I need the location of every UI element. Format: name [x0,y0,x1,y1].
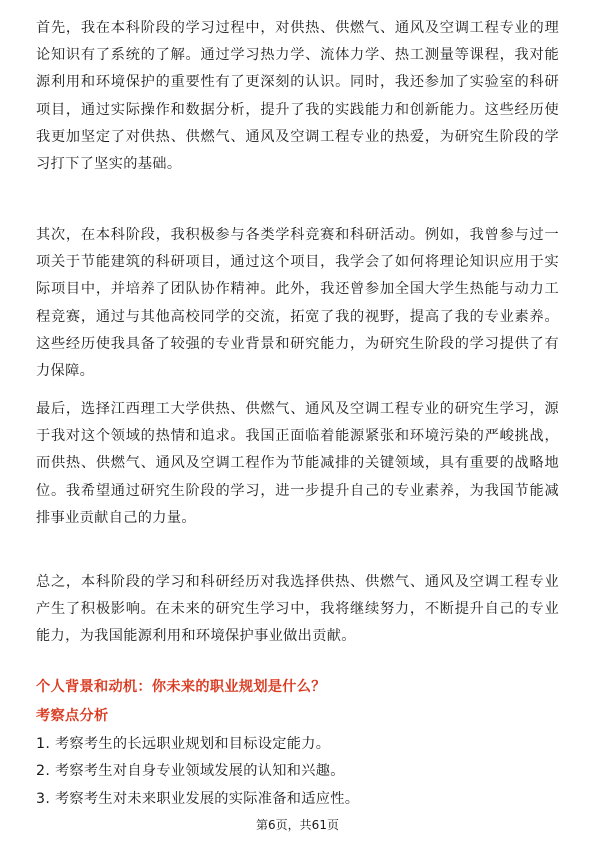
analysis-heading: 考察点分析 [36,708,109,724]
list-item: 2. 考察考生对自身专业领域发展的认知和兴趣。 [36,763,345,780]
paragraph-conclusion: 总之，本科阶段的学习和科研经历对我选择供热、供燃气、通风及空调工程专业产生了积极影响。在未来的研究生学习中，我将继续努力，不断提升自己的专业能力，为我国能源利用和环境保护事业做出贡献。 [36,574,559,645]
paragraph-third: 最后，选择江西理工大学供热、供燃气、通风及空调工程专业的研究生学习，源于我对这个领域的热情和追求。我国正面临着能源紧张和环境污染的严峻挑战，而供热、供燃气、通风及空调工程作为节能减排的关键领域，具有重要的战略地位。我希望通过研究生阶段的学习，进一步提升自己的专业素养，为我国节能减排事业贡献自己的力量。 [36,401,559,526]
question-heading: 个人背景和动机：你未来的职业规划是什么？ [36,679,326,695]
list-item: 3. 考察考生对未来职业发展的实际准备和适应性。 [36,790,360,807]
list-item: 1. 考察考生的长远职业规划和目标设定能力。 [36,736,331,752]
paragraph-second: 其次，在本科阶段，我积极参与各类学科竞赛和科研活动。例如，我曾参与过一项关于节能建筑的科研项目，通过这个项目，我学会了如何将理论知识应用于实际项目中，并培养了团队协作精神。此外，我还曾参加全国大学生热能与动力工程竞赛，通过与其他高校同学的交流，拓宽了我的视野，提高了我的专业素养。这些经历使我具备了较强的专业背景和研究能力，为研究生阶段的学习提供了有力保障。 [36,227,559,380]
page-number-footer: 第6页，共61页 [256,818,339,832]
paragraph-first: 首先，我在本科阶段的学习过程中，对供热、供燃气、通风及空调工程专业的理论知识有了系统的了解。通过学习热力学、流体力学、热工测量等课程，我对能源利用和环境保护的重要性有了更深刻的认识。同时，我还参加了实验室的科研项目，通过实际操作和数据分析，提升了我的实践能力和创新能力。这些经历使我更加坚定了对供热、供燃气、通风及空调工程专业的热爱，为研究生阶段的学习打下了坚实的基础。 [36,20,559,173]
analysis-list [36,731,559,813]
